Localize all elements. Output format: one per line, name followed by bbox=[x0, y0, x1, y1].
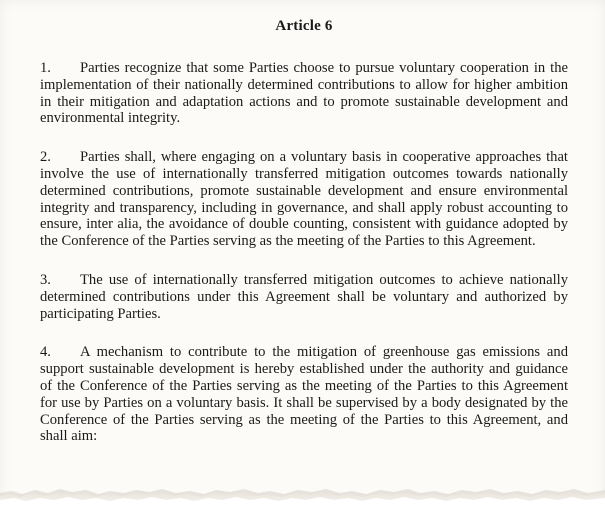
paragraph-4 bbox=[40, 344, 568, 445]
paragraph-text: Parties shall, where engaging on a voluntary basis in cooperative approaches that involve the use of internationally transferred mitigation outcomes towards nationally determined contributions, promote sustainable development and ensure environmental integrity and transparency, including in governance, and shall apply robust accounting to ensure, inter alia, the avoidance of double counting, consistent with guidance adopted by the Conference of the Parties serving as the meeting of the Parties to this Agreement. bbox=[40, 149, 568, 250]
torn-paper-edge bbox=[0, 471, 605, 515]
paragraph-3 bbox=[40, 272, 568, 322]
paragraph-number: 3. bbox=[40, 271, 51, 288]
paragraph-number: 2. bbox=[40, 149, 51, 166]
paragraph-text: The use of internationally transferred mitigation outcomes to achieve nationally determined contributions under this Agreement shall be voluntary and authorized by participating Parties. bbox=[40, 271, 568, 322]
paragraph-text: A mechanism to contribute to the mitigation of greenhouse gas emissions and support sustainable development is hereby established under the authority and guidance of the Conference of the Parties serving as the meeting of the Parties to this Agreement for use by Parties on a voluntary basis. It shall be supervised by a body designated by the Conference of the Parties serving as the meeting of the Parties to this Agreement, and shall aim: bbox=[40, 344, 568, 445]
paragraph-number: 1. bbox=[40, 60, 51, 76]
paragraph-1 bbox=[40, 60, 568, 127]
paragraph-2 bbox=[40, 149, 568, 250]
paragraph-number: 4. bbox=[40, 344, 51, 361]
paragraph-text: Parties recognize that some Parties choose to pursue voluntary cooperation in the implementation of their nationally determined contributions to allow for higher ambition in their mitigation and adaptation actions and to promote sustainable development and environmental integrity. bbox=[40, 60, 568, 127]
article-title: Article 6 bbox=[275, 18, 333, 34]
document-content bbox=[40, 0, 568, 467]
